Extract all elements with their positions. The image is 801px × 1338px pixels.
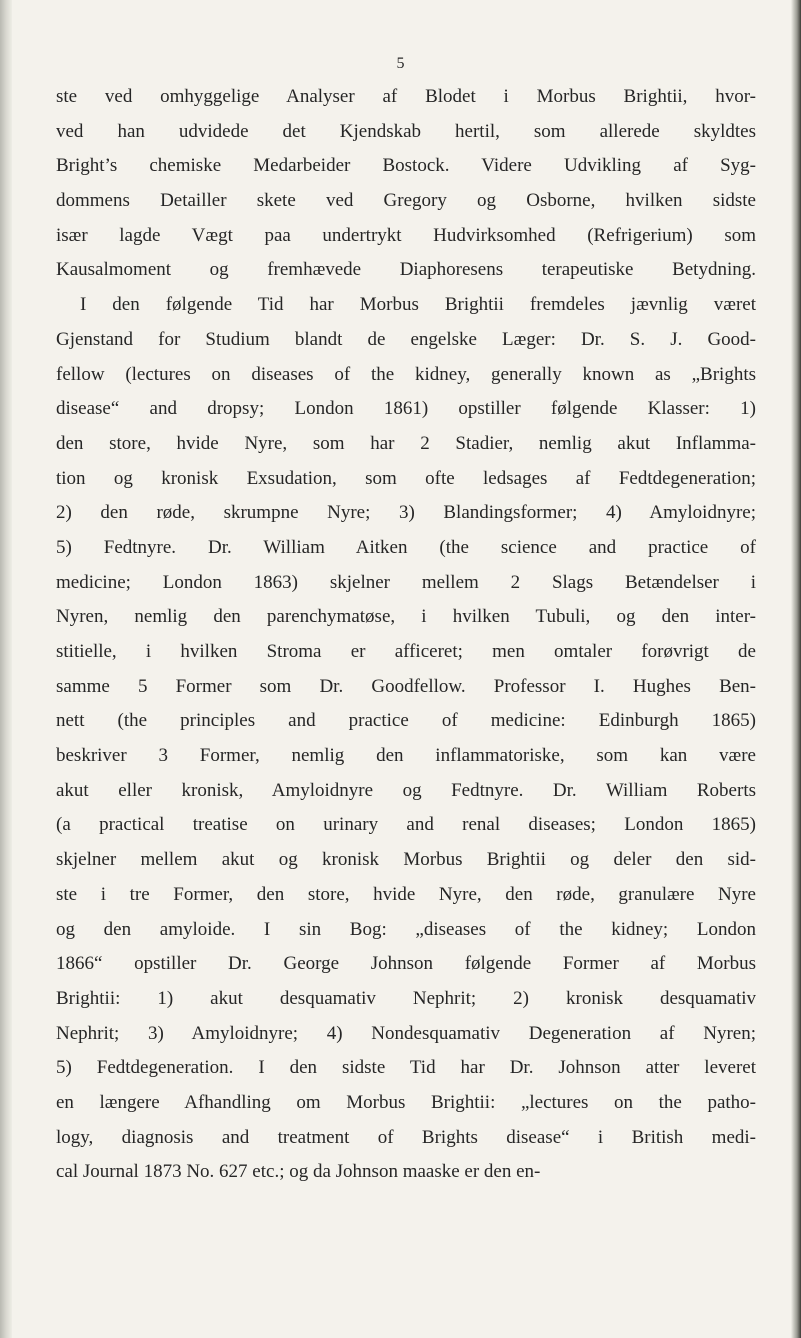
text-line: medicine; London 1863) skjelner mellem 2 Slags Betændelser i <box>56 571 756 593</box>
text-line: 5) Fedtdegeneration. I den sidste Tid har Dr. Johnson atter leveret <box>56 1057 756 1079</box>
text-line: ste ved omhyggelige Analyser af Blodet i Morbus Brightii, hvor- <box>56 86 756 107</box>
text-line: samme 5 Former som Dr. Goodfellow. Professor I. Hughes Ben- <box>56 675 756 697</box>
text-line: skjelner mellem akut og kronisk Morbus Brightii og deler den sid- <box>56 849 756 871</box>
text-line: akut eller kronisk, Amyloidnyre og Fedtnyre. Dr. William Roberts <box>56 779 756 801</box>
text-line: Gjenstand for Studium blandt de engelske Læger: Dr. S. J. Good- <box>56 328 756 350</box>
text-line: Nyren, nemlig den parenchymatøse, i hvilken Tubuli, og den inter- <box>56 606 756 628</box>
text-line: tion og kronisk Exsudation, som ofte ledsages af Fedtdegeneration; <box>56 467 756 489</box>
text-line: (a practical treatise on urinary and renal diseases; London 1865) <box>56 814 756 836</box>
text-line: ved han udvidede det Kjendskab hertil, som allerede skyldtes <box>56 120 756 142</box>
text-line: dommens Detailler skete ved Gregory og Osborne, hvilken sidste <box>56 190 756 212</box>
text-line: beskriver 3 Former, nemlig den inflammatoriske, som kan være <box>56 745 756 767</box>
text-line: Bright’s chemiske Medarbeider Bostock. Videre Udvikling af Syg- <box>56 155 756 177</box>
text-line: logy, diagnosis and treatment of Brights disease“ i British medi- <box>56 1126 756 1148</box>
text-line: 5) Fedtnyre. Dr. William Aitken (the science and practice of <box>56 536 756 558</box>
text-line: Kausalmoment og fremhævede Diaphoresens terapeutiske Betydning. <box>56 259 756 281</box>
text-line: Brightii: 1) akut desquamativ Nephrit; 2) kronisk desquamativ <box>56 987 756 1009</box>
text-line: og den amyloide. I sin Bog: „diseases of the kidney; London <box>56 918 756 940</box>
text-line: 1866“ opstiller Dr. George Johnson følgende Former af Morbus <box>56 953 756 975</box>
text-line: ste i tre Former, den store, hvide Nyre, den røde, granulære Nyre <box>56 883 756 905</box>
text-line: nett (the principles and practice of medicine: Edinburgh 1865) <box>56 710 756 732</box>
scan-edge-right <box>791 0 801 1338</box>
body-text <box>56 80 756 1190</box>
text-line: stitielle, i hvilken Stroma er afficeret; men omtaler forøvrigt de <box>56 641 756 662</box>
text-line: Nephrit; 3) Amyloidnyre; 4) Nondesquamativ Degeneration af Nyren; <box>56 1022 756 1044</box>
text-line: 2) den røde, skrumpne Nyre; 3) Blandingsformer; 4) Amyloidnyre; <box>56 502 756 524</box>
page-number: 5 <box>396 55 405 72</box>
text-line: den store, hvide Nyre, som har 2 Stadier, nemlig akut Inflamma- <box>56 432 756 454</box>
text-line: især lagde Vægt paa undertrykt Hudvirksomhed (Refrigerium) som <box>56 224 756 246</box>
scan-edge-left <box>0 0 12 1338</box>
text-line: cal Journal 1873 No. 627 etc.; og da Johnson maaske er den en- <box>56 1161 541 1183</box>
text-line: fellow (lectures on diseases of the kidney, generally known as „Brights <box>56 363 756 385</box>
text-line: I den følgende Tid har Morbus Brightii fremdeles jævnlig været <box>80 294 756 316</box>
text-line: disease“ and dropsy; London 1861) opstiller følgende Klasser: 1) <box>56 398 756 420</box>
text-line: en længere Afhandling om Morbus Brightii: „lectures on the patho- <box>56 1091 756 1113</box>
